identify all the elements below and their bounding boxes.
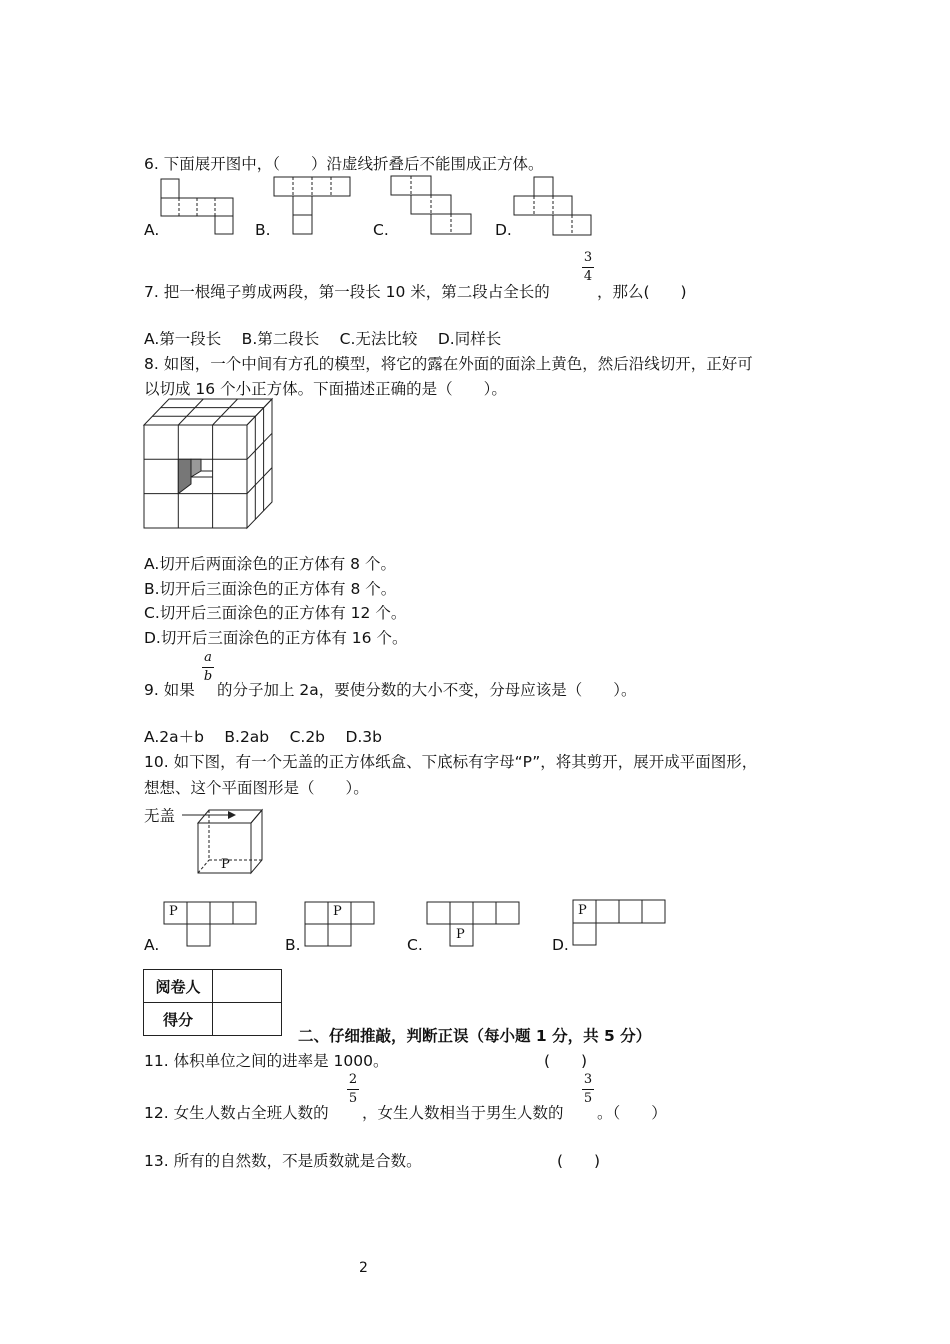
- q11-stem: 11. 体积单位之间的进率是 1000。: [144, 1052, 389, 1070]
- q9-fraction: [201, 650, 215, 685]
- q12-frac1-den: 5: [348, 1091, 358, 1106]
- q10-option-c: C.: [407, 936, 423, 954]
- q8-option-d: D.切开后三面涂色的正方体有 16 个。: [144, 629, 408, 647]
- score-table: [143, 969, 282, 1036]
- reviewer-label: 阅卷人: [144, 970, 213, 1003]
- q6-option-c: C.: [373, 221, 389, 239]
- q12-stem-before: 12. 女生人数占全班人数的: [144, 1104, 329, 1122]
- q12-frac2-num: 3: [583, 1072, 593, 1087]
- q10-net-b-letter: P: [333, 904, 342, 919]
- q10-no-lid-label: 无盖: [144, 807, 176, 825]
- q8-cube-model: [143, 398, 273, 532]
- q10-net-d-letter: P: [578, 903, 587, 918]
- q12-frac1-num: 2: [348, 1072, 358, 1087]
- q7-options: A.第一段长 B.第二段长 C.无法比较 D.同样长: [144, 330, 502, 348]
- q10-net-a-letter: P: [169, 904, 178, 919]
- reviewer-field[interactable]: [213, 970, 282, 1003]
- q12-stem-after: 。（ ）: [597, 1104, 667, 1122]
- q6-net-d: [513, 176, 598, 241]
- q13-answer-paren: ( ): [557, 1152, 601, 1170]
- q6-option-d: D.: [495, 221, 512, 239]
- section2-title: 二、仔细推敲，判断正误（每小题 1 分，共 5 分）: [298, 1027, 652, 1045]
- q12-fraction-1: [346, 1072, 360, 1107]
- q13-stem: 13. 所有的自然数，不是质数就是合数。: [144, 1152, 422, 1170]
- q9-stem-after: 的分子加上 2a，要使分数的大小不变，分母应该是（ ）。: [217, 681, 637, 699]
- q9-stem-before: 9. 如果: [144, 681, 195, 699]
- q7-stem-before: 7. 把一根绳子剪成两段，第一段长 10 米，第二段占全长的: [144, 283, 550, 301]
- q12-fraction-2: [581, 1072, 595, 1107]
- q10-option-a: A.: [144, 936, 160, 954]
- q10-line2: 想想、这个平面图形是（ ）。: [144, 779, 369, 797]
- q6-net-c: [390, 175, 480, 240]
- q9-frac-den: b: [203, 669, 213, 684]
- q6-net-a: [160, 178, 240, 238]
- q8-option-c: C.切开后三面涂色的正方体有 12 个。: [144, 604, 407, 622]
- q8-option-b: B.切开后三面涂色的正方体有 8 个。: [144, 580, 397, 598]
- q8-line1: 8. 如图，一个中间有方孔的模型，将它的露在外面的面涂上黄色，然后沿线切开，正好可: [144, 355, 753, 373]
- q10-net-c: [426, 901, 521, 951]
- q12-stem-mid: ，女生人数相当于男生人数的: [362, 1104, 564, 1122]
- q7-frac-den: 4: [583, 269, 593, 284]
- q8-option-a: A.切开后两面涂色的正方体有 8 个。: [144, 555, 396, 573]
- q10-box-letter: P: [221, 857, 230, 872]
- score-label: 得分: [144, 1003, 213, 1036]
- q10-option-b: B.: [285, 936, 301, 954]
- q7-fraction: [581, 250, 595, 285]
- q8-line2: 以切成 16 个小正方体。下面描述正确的是（ ）。: [144, 380, 507, 398]
- q9-frac-num: a: [204, 650, 212, 665]
- q6-net-b: [273, 176, 353, 236]
- q11-answer-paren: ( ): [544, 1052, 588, 1070]
- q9-options: A.2a＋b B.2ab C.2b D.3b: [144, 728, 383, 746]
- q10-line1: 10. 如下图，有一个无盖的正方体纸盒、下底标有字母“P”，将其剪开，展开成平面图形，: [144, 753, 758, 771]
- q7-stem-after: ，那么( ): [597, 283, 687, 301]
- page-number: 2: [359, 1260, 368, 1276]
- q6-option-a: A.: [144, 221, 160, 239]
- q6-option-b: B.: [255, 221, 271, 239]
- q7-frac-num: 3: [583, 250, 593, 265]
- q10-net-c-letter: P: [456, 927, 465, 942]
- q6-stem: 6. 下面展开图中，（ ）沿虚线折叠后不能围成正方体。: [144, 155, 544, 173]
- score-field[interactable]: [213, 1003, 282, 1036]
- q10-option-d: D.: [552, 936, 569, 954]
- q12-frac2-den: 5: [583, 1091, 593, 1106]
